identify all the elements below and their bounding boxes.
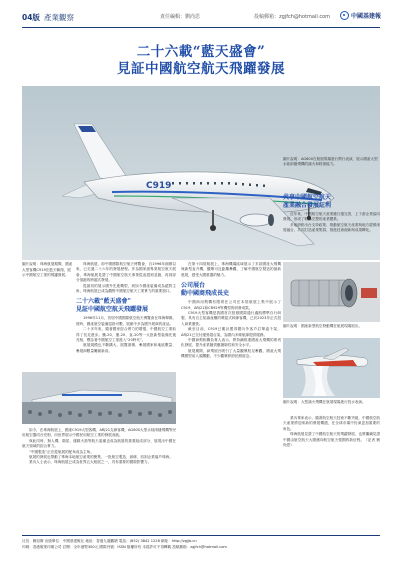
- headline-line-2: 見証中國航空航天飛躍發展: [117, 61, 285, 77]
- article-column-1: [76, 262, 176, 354]
- main-photo: [22, 86, 380, 260]
- paragraph: 航展期間，商飛展台吸引了大量觀眾駐足參觀，國產大飛機模型前人頭攢動，不少觀眾紛紛拍照留念。: [181, 348, 281, 359]
- engine-photo-caption: 圖片說明：國產新型航空發動機在航展現場展出。: [283, 324, 363, 328]
- logo-name: 中國基建報: [351, 13, 382, 20]
- article-column-5: [283, 416, 380, 448]
- svg-text:C919: C919: [146, 181, 172, 191]
- masthead-logo: [340, 10, 380, 24]
- paragraph: 近年來，中國航空航天產業鏈日趨完善，上下游企業協同發展，形成了較為完整的產業體系。: [283, 212, 380, 222]
- firefighting-plane-photo: [283, 338, 380, 398]
- footer-rule: [22, 535, 380, 536]
- subheading-line: 動中國商飛成長史: [181, 289, 230, 297]
- paragraph: 二十多年來，隨著國家綜合實力的增強，中國航空工業取得了長足進步。殲-20、運-20、直-20等一大批新型裝備先後亮相，標誌著中國航空工業進入“20時代”。: [76, 327, 176, 343]
- footer-line-1: 社長：劉紹賢 出版單位：中國基建報社 地址：香港九龍觀塘 電話：(852) 3842 1228 網址：http://zgjjb.cn: [22, 539, 197, 543]
- headline-line-1: 二十六載“藍天盛會”: [136, 44, 266, 60]
- paragraph: 珠海航展，即中國國際航空航天博覽會，自1996年創辦以來，已走過二十六年的發展歷程。作為國家級專業航空航天展會，珠海航展見證了中國航空航天事業從追趕到並跑、再到部分領跑的跨越式發展。: [76, 262, 176, 283]
- paragraph: 在第十四屆航展上，珠海機場區域展示了多款國產大飛機與新型直升機，觀眾可近距離參觀、了解中國航空製造的最新進展，感受大國重器的魅力。: [181, 262, 281, 277]
- article-column-4: [283, 194, 380, 234]
- paragraph: 業內專家表示，隨著航空航天技術不斷突破，中國航空航天產業將迎來新的發展機遇，在全球市場中扮演更加重要的角色。: [283, 416, 380, 431]
- footer-line-2: 印刷：香港報業印刷公司 訂閱：全年港幣300元 國際刊號：ISSN 版權所有 未經許可不得轉載 投稿郵箱：zgjfch@hotmail.com: [22, 545, 227, 549]
- paragraph: 中國商飛相關負責人表示，將持續推進國產大飛機的系列化發展，提升產業鏈供應鏈韌性和安全水平。: [181, 338, 281, 348]
- paragraph: “中國製造”正在從航展的配角成為主角。: [29, 449, 94, 454]
- headline: [22, 44, 380, 78]
- paragraph: 航展規模也不斷擴大，展覽面積、參展國家和地區數量、參展商數量屢創新高。: [76, 343, 176, 353]
- paragraph: 與此同時，無人機、衛星、運載火箭等航天裝備也成為航展的重要組成部分，展現出中國在航天領域的綜合實力。: [22, 438, 176, 449]
- paragraph: 中國商用飛機有限責任公司在本屆航展上集中展示了C919、ARJ21和CR929等機型的研發成果。: [181, 300, 281, 310]
- airshow-crowd-photo: [22, 372, 176, 424]
- paragraph: C919大型客機是我國首次按照國際通行適航標準自行研製、具有自主知識產權的噴氣式幹線客機，已於2023年正式投入商業運營。: [181, 311, 281, 326]
- subheading-line: 產業融合發展紅利: [283, 201, 332, 209]
- editor-credit: 責任編輯：劉尚思: [160, 14, 201, 20]
- paragraph: 航展的發展也帶動了珠海本地航空產業的聚集，一批航空製造、維修、培訓企業落戶珠海。: [29, 455, 173, 460]
- c919-aircraft-photo: [22, 86, 380, 260]
- engine-photo: [283, 262, 380, 322]
- subheading-2: [181, 282, 281, 297]
- subheading-line: 二十六載“藍天盛會”: [76, 298, 131, 306]
- globe-logo-icon: [340, 11, 349, 20]
- subheading-3: [283, 194, 380, 209]
- subheading-1: [76, 298, 176, 313]
- paragraph: 從最初的展示國外先進機型，到如今國產裝備成為絕對主角，珠海航展已成為觀察中國航空航天工業實力的重要窗口。: [76, 283, 176, 294]
- paragraph: 珠海航展見證了中國航空航天的飛躍發展，也將繼續見證中國由航空航天大國邁向航空航天強國的新征程。（記者 劉尚思）: [283, 432, 380, 448]
- subheading-line: 共享中國航空航天: [283, 194, 332, 201]
- right-top-caption: 圖片說明：AG600在航展現場進行飛行表演，展示國產大型水陸兩棲飛機的滅火和救援能力。: [283, 157, 378, 167]
- page-footer: [22, 538, 380, 550]
- subheading-line: 公司展台: [181, 282, 206, 290]
- article-column-3: [181, 262, 281, 360]
- firefighting-plane-caption: 圖片說明：大型滅火飛機在航展現場進行投水表演。: [283, 400, 366, 404]
- article-column-2: [22, 428, 176, 466]
- paragraph: 多地紛紛出台支持政策，推動航空航天產業與地方經濟深度融合，共同打造產業集群，推進技術創新與成果轉化。: [283, 222, 380, 233]
- page-number: 04版: [22, 13, 40, 22]
- paragraph: 1996年11月，首屆中國國際航空航天博覽會在珠海舉辦。彼時，國產航空裝備屈指可數，展館中多為國外展商的產品。: [76, 316, 176, 326]
- section-name: 產業觀察: [44, 13, 74, 22]
- paragraph: 截至目前，C919已累計獲得國內外客戶訂單逾千架，ARJ21已交付運營超百架，為國內多條航線提供服務。: [181, 327, 281, 337]
- header-rule: [22, 27, 380, 28]
- subheading-line: 見証中國航空航天飛躍發展: [76, 305, 149, 313]
- page-header: [22, 10, 380, 26]
- main-photo-caption: 圖片說明：珠海航展期間，國產大型客機C919在藍天翱翔，展示中國航空工業的飛躍發展。: [22, 262, 73, 278]
- paragraph: 業內人士表示，珠海航展已成為世界五大航展之一，具有重要的國際影響力。: [29, 460, 152, 465]
- paragraph: 如今，在珠海航展上，國產C919大型客機、ARJ21支線客機、AG600大型水陸兩棲飛機等民用航空器同台亮相，向世界展示中國民用航空工業的發展成就。: [22, 428, 176, 438]
- submission-email: 投稿郵箱：zgjfch@hotmail.com: [254, 14, 331, 20]
